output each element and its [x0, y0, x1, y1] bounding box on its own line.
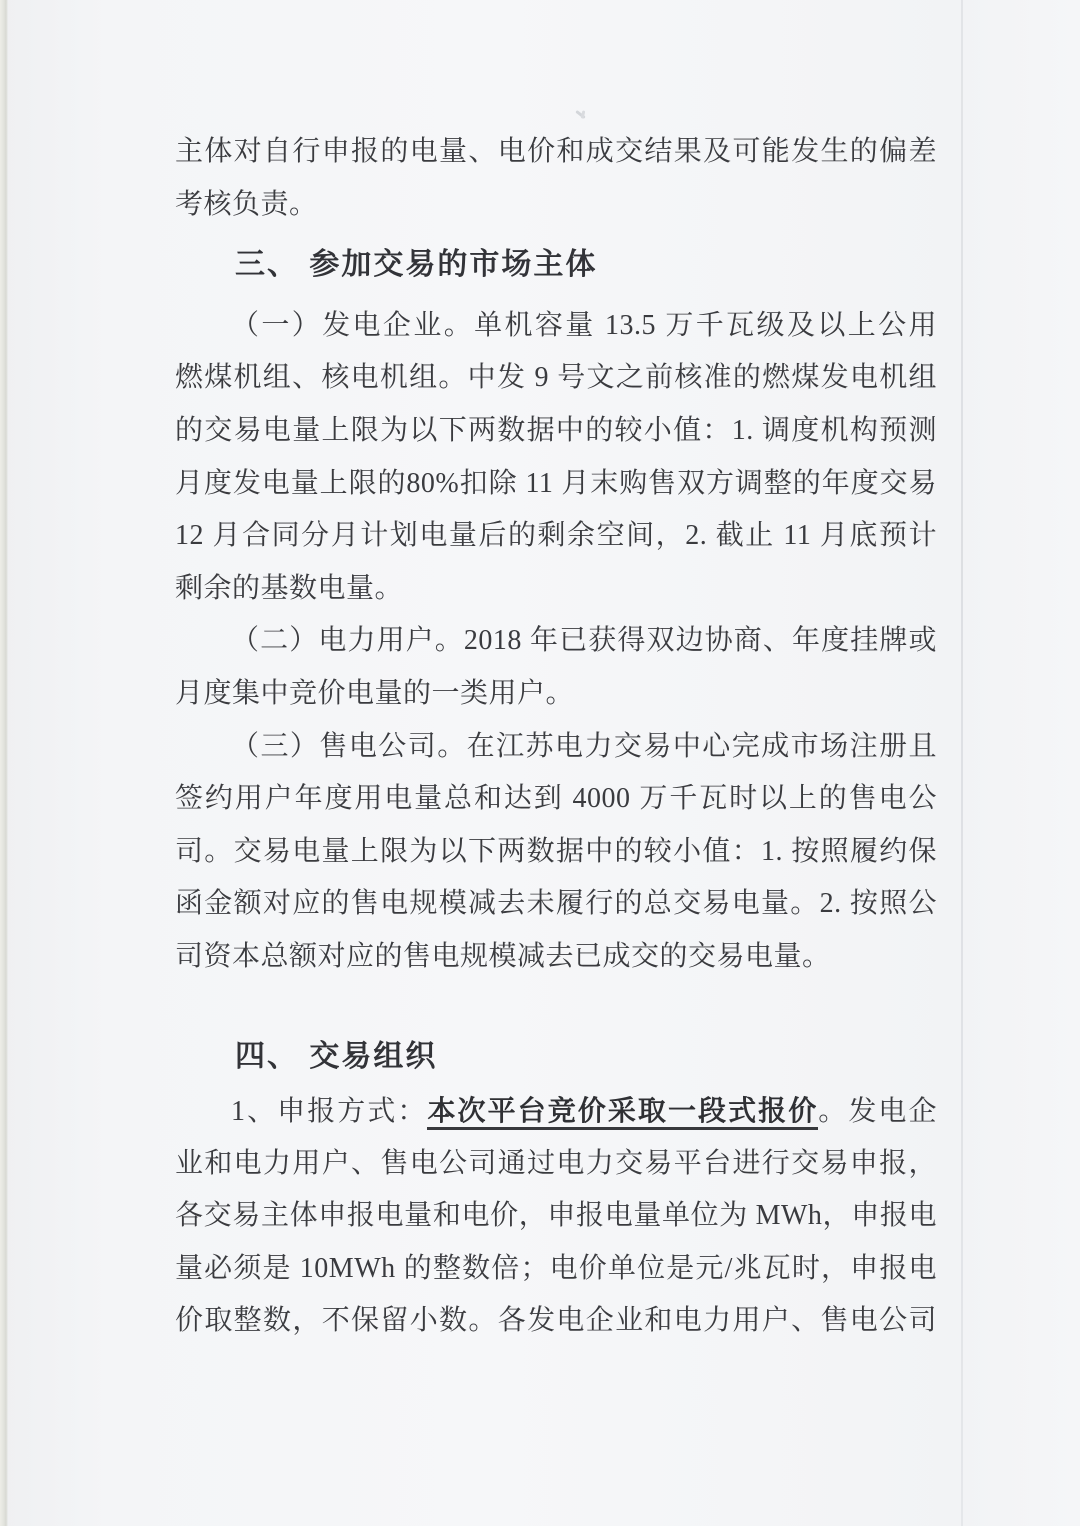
paragraph-line: （一）发电企业。单机容量 13.5 万千瓦级及以上公用: [231, 309, 937, 341]
paragraph-line: 12 月合同分月计划电量后的剩余空间，2. 截止 11 月底预计: [175, 520, 937, 552]
paragraph-line: （二）电力用户。2018 年已获得双边协商、年度挂牌或: [231, 625, 937, 657]
paragraph-line: 价取整数，不保留小数。各发电企业和电力用户、售电公司: [175, 1305, 937, 1337]
emphasis-underlined-text: 本次平台竞价采取一段式报价: [427, 1095, 818, 1130]
paragraph-line: 月度发电量上限的80%扣除 11 月末购售双方调整的年度交易: [175, 467, 937, 499]
paragraph-line: 司。交易电量上限为以下两数据中的较小值：1. 按照履约保: [175, 835, 937, 867]
paragraph-line: 业和电力用户、售电公司通过电力交易平台进行交易申报，: [175, 1147, 937, 1179]
section-heading-four: 四、 交易组织: [235, 1039, 438, 1073]
paragraph-line: 燃煤机组、核电机组。中发 9 号文之前核准的燃煤发电机组: [175, 362, 937, 394]
section-heading-three: 三、 参加交易的市场主体: [235, 248, 598, 282]
paragraph-line: 剩余的基数电量。: [175, 572, 404, 604]
paragraph-line-mixed: [175, 1085, 937, 1138]
document-body: [175, 126, 937, 1348]
paragraph-line: 量必须是 10MWh 的整数倍；电价单位是元/兆瓦时，申报电: [175, 1252, 937, 1284]
paragraph-line: 司资本总额对应的售电规模减去已成交的交易电量。: [175, 940, 831, 972]
scan-left-edge: [0, 0, 8, 1526]
paragraph-line: 主体对自行申报的电量、电价和成交结果及可能发生的偏差: [175, 136, 937, 167]
paragraph-line: 考核负责。: [175, 188, 318, 220]
paper-fold-line: [961, 0, 963, 1526]
paragraph-text: 。发电企: [818, 1096, 937, 1128]
paragraph-line: 各交易主体申报电量和电价，申报电量单位为 MWh，申报电: [175, 1200, 937, 1232]
scan-speck: [575, 110, 586, 119]
paragraph-line: 的交易电量上限为以下两数据中的较小值：1. 调度机构预测: [175, 414, 937, 446]
paragraph-line: （三）售电公司。在江苏电力交易中心完成市场注册且: [231, 730, 937, 762]
paragraph-line: 签约用户年度用电量总和达到 4000 万千瓦时以上的售电公: [175, 783, 937, 815]
paragraph-text: 1、申报方式：: [231, 1096, 428, 1128]
paragraph-line: 函金额对应的售电规模减去未履行的总交易电量。2. 按照公: [175, 888, 937, 920]
paragraph-line: 月度集中竞价电量的一类用户。: [175, 677, 575, 709]
